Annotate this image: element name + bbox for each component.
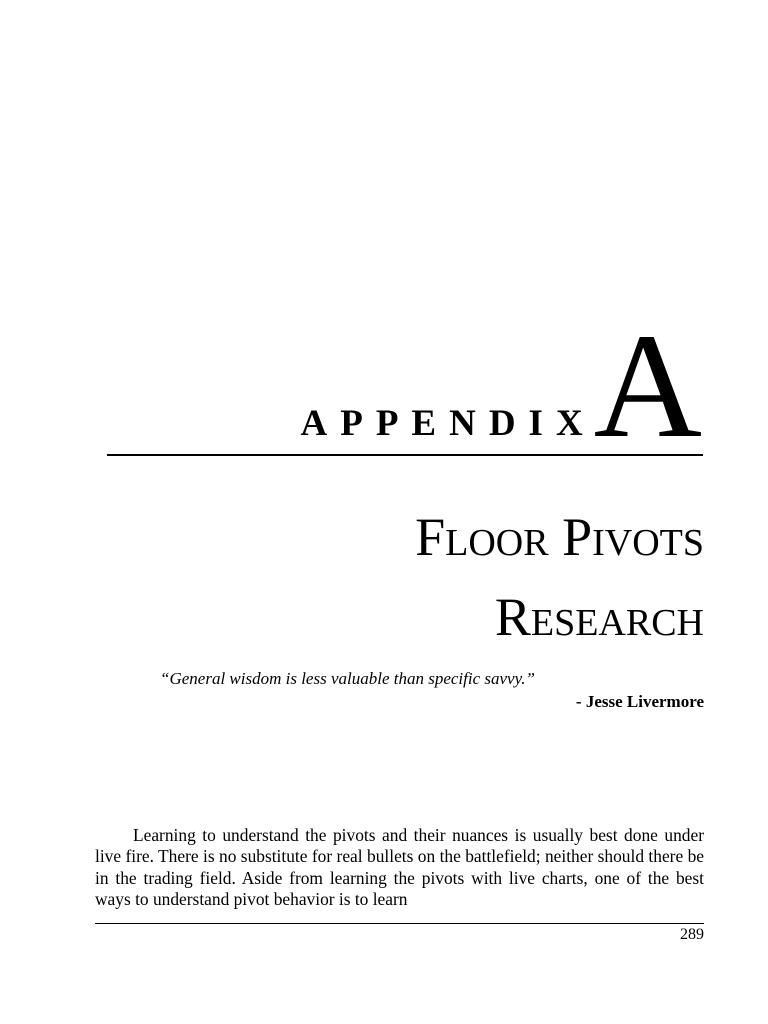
chapter-title-line-2: Research [494,587,704,647]
epigraph-author: - Jesse Livermore [575,692,704,711]
chapter-title-line-1: Floor Pivots [415,507,704,567]
footer-rule [95,923,704,924]
appendix-word: APPENDIX [300,403,596,444]
chapter-title [415,497,704,657]
epigraph-quote: “General wisdom is less valuable than specific savvy.” [160,669,535,688]
heading-rule [107,454,703,456]
appendix-letter: A [593,303,702,469]
body-paragraph: Learning to understand the pivots and their nuances is usually best done under live fire. There is no substitute for real bullets on the battlefield; neither should there be in the trading field. Aside from learning the pivots with live charts, one of the best ways to understand pivot behavior is to learn [95,825,704,909]
appendix-heading [300,303,703,469]
page-number: 289 [680,926,704,943]
